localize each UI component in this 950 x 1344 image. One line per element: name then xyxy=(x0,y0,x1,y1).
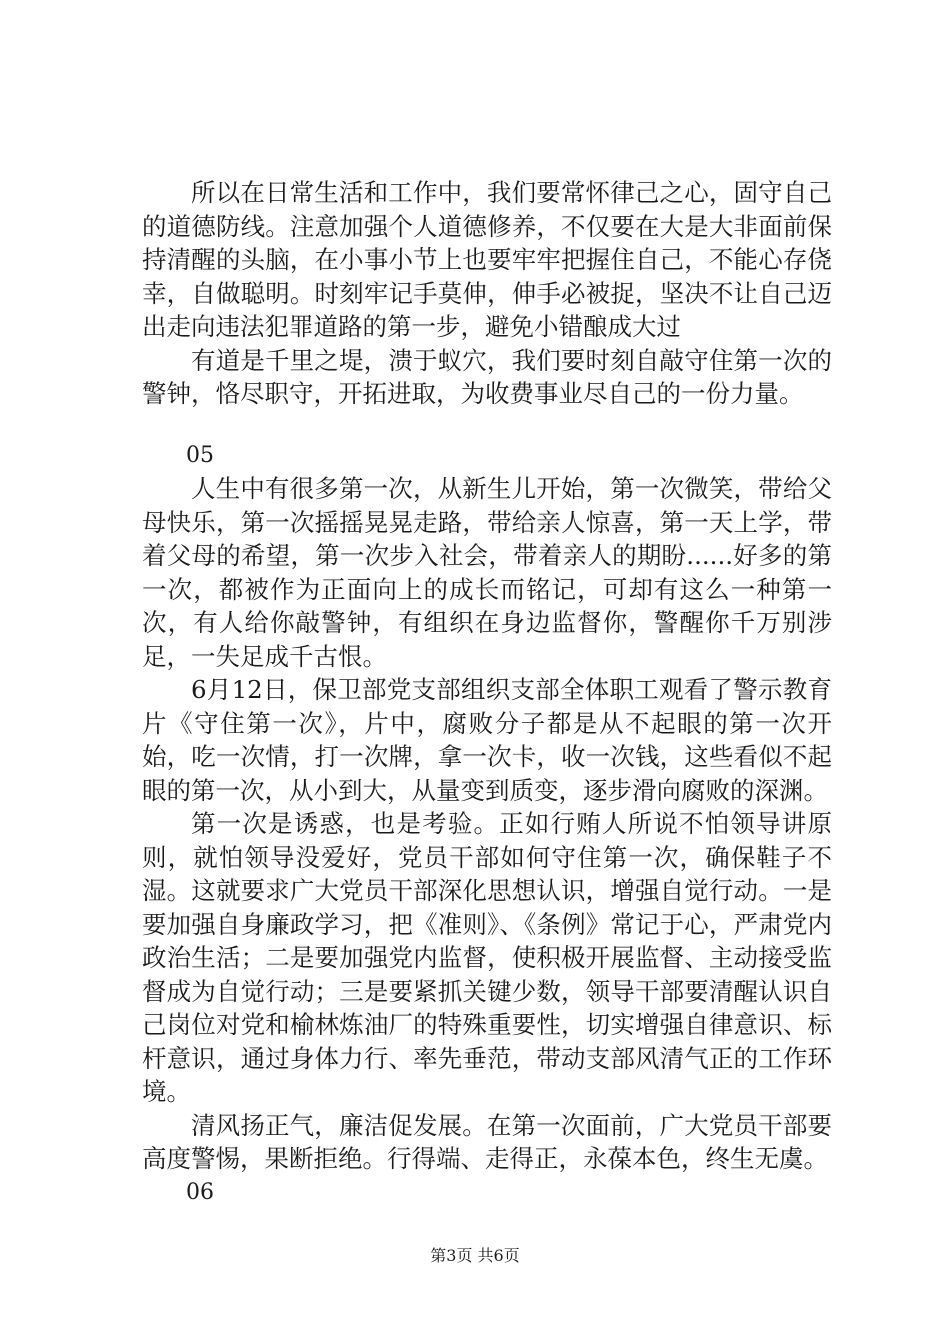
section-number-05: 05 xyxy=(186,442,214,468)
page-number-footer: 第3页 共6页 xyxy=(430,1246,520,1265)
paragraph-first-time-alarm: 有道是千里之堤，溃于蚁穴，我们要时刻自敲守住第一次的警钟，恪尽职守，开拓进取，为收费事业尽自己的一份力量。 xyxy=(142,345,832,408)
paragraph-spacer xyxy=(142,411,832,439)
paragraph-temptation-test: 第一次是诱惑，也是考验。正如行贿人所说不怕领导讲原则，就怕领导没爱好，党员干部如何守住第一次，确保鞋子不湿。这就要求广大党员干部深化思想认识，增强自觉行动。一是要加强自身廉政学习，把《准则》、《条例》常记于心，严肃党内政治生活；二是要加强党内监督，使积极开展监督、主动接受监督成为自觉行动；三是要紧抓关键少数，领导干部要清醒认识自己岗位对党和榆林炼油厂的特殊重要性，切实增强自律意识、标杆意识，通过身体力行、率先垂范，带动支部风清气正的工作环境。 xyxy=(142,809,832,1106)
document-body xyxy=(142,176,832,1209)
paragraph-many-firsts: 人生中有很多第一次，从新生儿开始，第一次微笑，带给父母快乐，第一次摇摇晃晃走路，带给亲人惊喜，第一天上学，带着父母的希望，第一次步入社会，带着亲人的期盼......好多的第一次，都被作为正面向上的成长而铭记，可却有这么一种第一次，有人给你敲警钟，有组织在身边监督你，警醒你千万别涉足，一失足成千古恨。 xyxy=(142,474,832,671)
paragraph-clean-wind: 清风扬正气，廉洁促发展。在第一次面前，广大党员干部要高度警惕，果断拒绝。行得端、走得正，永葆本色，终生无虞。 xyxy=(142,1110,832,1173)
section-number-06: 06 xyxy=(186,1179,214,1205)
paragraph-self-discipline: 所以在日常生活和工作中，我们要常怀律己之心，固守自己的道德防线。注意加强个人道德修养，不仅要在大是大非面前保持清醒的头脑，在小事小节上也要牢牢把握住自己，不能心存侥幸，自做聪明。时刻牢记手莫伸，伸手必被捉，坚决不让自己迈出走向违法犯罪道路的第一步，避免小错酿成大过 xyxy=(142,178,832,341)
paragraph-warning-film: 6月12日，保卫部党支部组织支部全体职工观看了警示教育片《守住第一次》，片中，腐败分子都是从不起眼的第一次开始，吃一次情，打一次牌，拿一次卡，收一次钱，这些看似不起眼的第一次，从小到大，从量变到质变，逐步滑向腐败的深渊。 xyxy=(142,675,832,805)
